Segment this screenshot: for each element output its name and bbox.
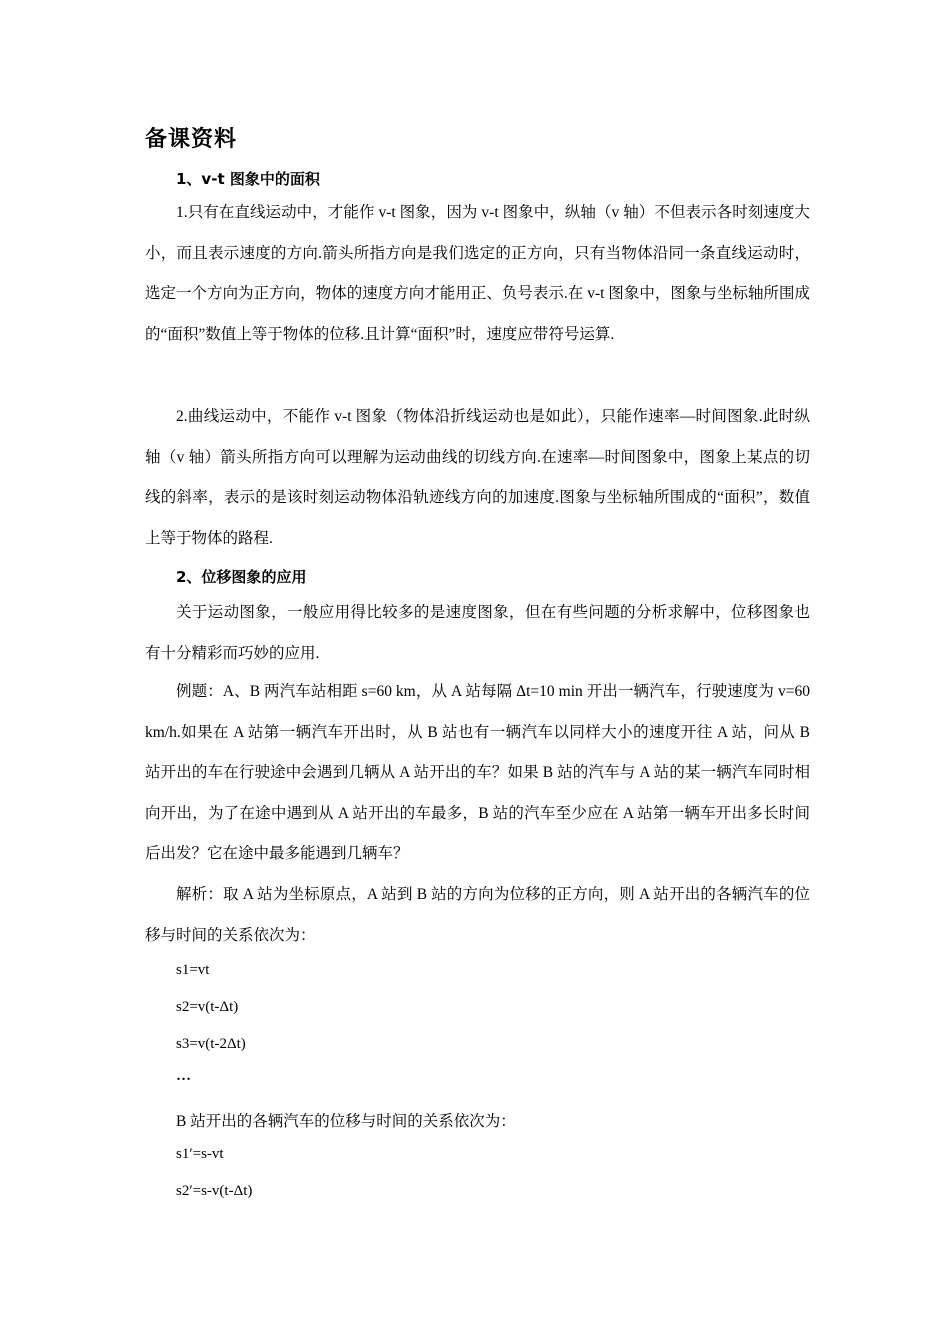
section-2-heading: 2、位移图象的应用: [176, 568, 307, 586]
section-1-heading: 1、v-t 图象中的面积: [176, 170, 320, 188]
equation-a-3: s3=v(t-2Δt): [176, 1036, 246, 1052]
equation-b-2: s2′=s-v(t-Δt): [176, 1183, 253, 1199]
equation-b-1: s1′=s-vt: [176, 1146, 224, 1162]
section-1-paragraph-2: 2.曲线运动中，不能作 v-t 图象（物体沿折线运动也是如此），只能作速率—时间图象.此时纵轴（v 轴）箭头所指方向可以理解为运动曲线的切线方向.在速率—时间图象中，图象上某点的切线的斜率，表示的是该时刻运动物体沿轨迹线方向的加速度.图象与坐标轴所围成的“面积”，数值上等于物体的路程.: [145, 408, 810, 547]
section-1-paragraph-1: 1.只有在直线运动中，才能作 v-t 图象，因为 v-t 图象中，纵轴（v 轴）不但表示各时刻速度大小，而且表示速度的方向.箭头所指方向是我们选定的正方向，只有当物体沿同一条直线运动时，选定一个方向为正方向，物体的速度方向才能用正、负号表示.在 v-t 图象中，图象与坐标轴所围成的“面积”数值上等于物体的位移.且计算“面积”时，速度应带符号运算.: [145, 204, 810, 343]
document-title: 备课资料: [145, 127, 238, 152]
equation-a-1: s1=vt: [176, 962, 210, 978]
example-problem: 例题：A、B 两汽车站相距 s=60 km，从 A 站每隔 Δt=10 min 开出一辆汽车，行驶速度为 v=60 km/h.如果在 A 站第一辆汽车开出时，从 B 站也有一辆汽车以同样大小的速度开往 A 站，问从 B 站开出的车在行驶途中会遇到几辆从 A 站开出的车？如果 B 站的汽车与 A 站的某一辆汽车同时相向开出，为了在途中遇到从 A 站开出的车最多，B 站的汽车至少应在 A 站第一辆车开出多长时间后出发？它在途中最多能遇到几辆车？: [145, 683, 810, 862]
solution-b-intro: B 站开出的各辆汽车的位移与时间的关系依次为：: [176, 1113, 516, 1130]
equation-a-2: s2=v(t-Δt): [176, 999, 239, 1015]
ellipsis: …: [176, 1068, 191, 1084]
solution-intro: 解析：取 A 站为坐标原点，A 站到 B 站的方向为位移的正方向，则 A 站开出的各辆汽车的位移与时间的关系依次为：: [145, 886, 810, 944]
section-2-paragraph-1: 关于运动图象，一般应用得比较多的是速度图象，但在有些问题的分析求解中，位移图象也有十分精彩而巧妙的应用.: [145, 604, 810, 662]
